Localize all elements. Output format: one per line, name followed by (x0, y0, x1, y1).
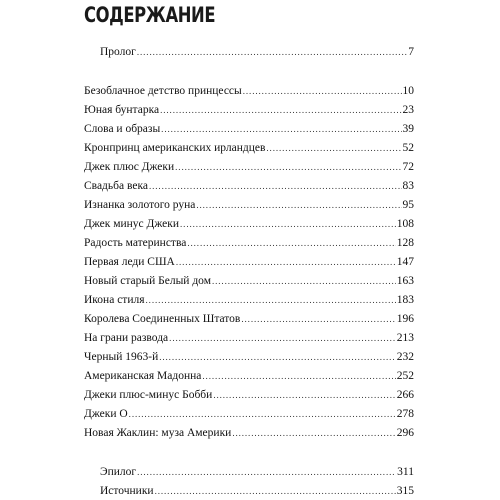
dot-leader (161, 122, 401, 136)
toc-entry (84, 388, 414, 402)
dot-leader (266, 141, 401, 155)
toc-entry-title: Новый старый Белый дом (84, 275, 211, 287)
dot-leader (137, 45, 407, 59)
dot-leader (160, 103, 401, 117)
toc-entry-title: Первая леди США (84, 256, 175, 268)
toc-entry-page: 252 (396, 370, 414, 382)
toc-entry-page: 39 (402, 123, 414, 135)
toc-entry-title: Юная бунтарка (84, 104, 160, 116)
toc-entry-prolog (100, 45, 414, 59)
toc-entry (84, 217, 414, 231)
toc-entry-page: 296 (396, 427, 414, 439)
dot-leader (180, 217, 396, 231)
toc-entry-title: Джеки О (84, 408, 128, 420)
toc-entry-page: 196 (396, 313, 414, 325)
dot-leader (243, 84, 402, 98)
toc-entry-title: Джеки плюс-минус Бобби (84, 389, 213, 401)
toc-entry (84, 350, 414, 364)
toc-entry (84, 274, 414, 288)
toc-entry (84, 369, 414, 383)
toc-entry (84, 255, 414, 269)
toc-entry-page: 72 (402, 161, 414, 173)
toc-entry-page: 128 (396, 237, 414, 249)
toc-entry-title: Королева Соединенных Штатов (84, 313, 241, 325)
dot-leader (232, 426, 395, 440)
toc-entry-title: Пролог (100, 46, 136, 58)
toc-entry (84, 198, 414, 212)
toc-entry-page: 183 (396, 294, 414, 306)
toc-entry-title: Радость материнства (84, 237, 187, 249)
toc-entry (84, 122, 414, 136)
dot-leader (213, 388, 395, 402)
toc-entry-title: Свадьба века (84, 180, 148, 192)
toc-entry (84, 312, 414, 326)
dot-leader (176, 255, 396, 269)
toc-entry-page: 52 (402, 142, 414, 154)
toc-entry-title: Эпилог (100, 466, 137, 478)
toc-entry-title: Черный 1963-й (84, 351, 159, 363)
dot-leader (159, 350, 396, 364)
toc-entry-title: Новая Жаклин: муза Америки (84, 427, 232, 439)
dot-leader (129, 407, 396, 421)
toc-entry-sources (100, 484, 414, 498)
toc-entry-title: Американская Мадонна (84, 370, 202, 382)
toc-entry-page: 10 (402, 85, 414, 97)
toc-entry-title: Икона стиля (84, 294, 145, 306)
dot-leader (241, 312, 395, 326)
toc-entry (84, 293, 414, 307)
toc-entry-page: 311 (397, 466, 414, 478)
toc-entry-title: Джек плюс Джеки (84, 161, 175, 173)
dot-leader (187, 236, 395, 250)
dot-leader (155, 484, 396, 498)
toc-entry-page: 108 (396, 218, 414, 230)
dot-leader (137, 465, 396, 479)
toc-entry-page: 95 (402, 199, 414, 211)
toc-entry-page: 83 (402, 180, 414, 192)
toc-entry (84, 426, 414, 440)
toc-entry-page: 147 (396, 256, 414, 268)
dot-leader (169, 331, 396, 345)
toc-entry-page: 163 (396, 275, 414, 287)
toc-entry-page: 213 (396, 332, 414, 344)
toc-entry (84, 103, 414, 117)
toc-entry-page: 278 (396, 408, 414, 420)
toc-entry (84, 236, 414, 250)
toc-entry (84, 141, 414, 155)
toc-entry (84, 407, 414, 421)
toc-entry-title: Безоблачное детство принцессы (84, 85, 242, 97)
toc-entry-title: Кронпринц американских ирландцев (84, 142, 266, 154)
dot-leader (149, 179, 402, 193)
dot-leader (196, 198, 401, 212)
toc-entry-page: 315 (396, 485, 414, 497)
toc-entry-page: 266 (396, 389, 414, 401)
toc-entry (84, 160, 414, 174)
toc-entry-title: Изнанка золотого руна (84, 199, 196, 211)
toc-entry-title: Источники (100, 485, 154, 497)
toc-entry-page: 23 (402, 104, 414, 116)
toc-heading: СОДЕРЖАНИЕ (84, 3, 216, 27)
dot-leader (146, 293, 396, 307)
dot-leader (202, 369, 395, 383)
toc-entry (84, 331, 414, 345)
toc-entry (84, 84, 414, 98)
toc-entry (84, 179, 414, 193)
toc-entry-title: На грани развода (84, 332, 169, 344)
dot-leader (175, 160, 401, 174)
dot-leader (212, 274, 396, 288)
toc-entry-page: 232 (396, 351, 414, 363)
toc-entry-page: 7 (408, 46, 414, 58)
toc-entry-epilog (100, 465, 414, 479)
toc-entry-title: Джек минус Джеки (84, 218, 180, 230)
toc-entry-title: Слова и образы (84, 123, 161, 135)
